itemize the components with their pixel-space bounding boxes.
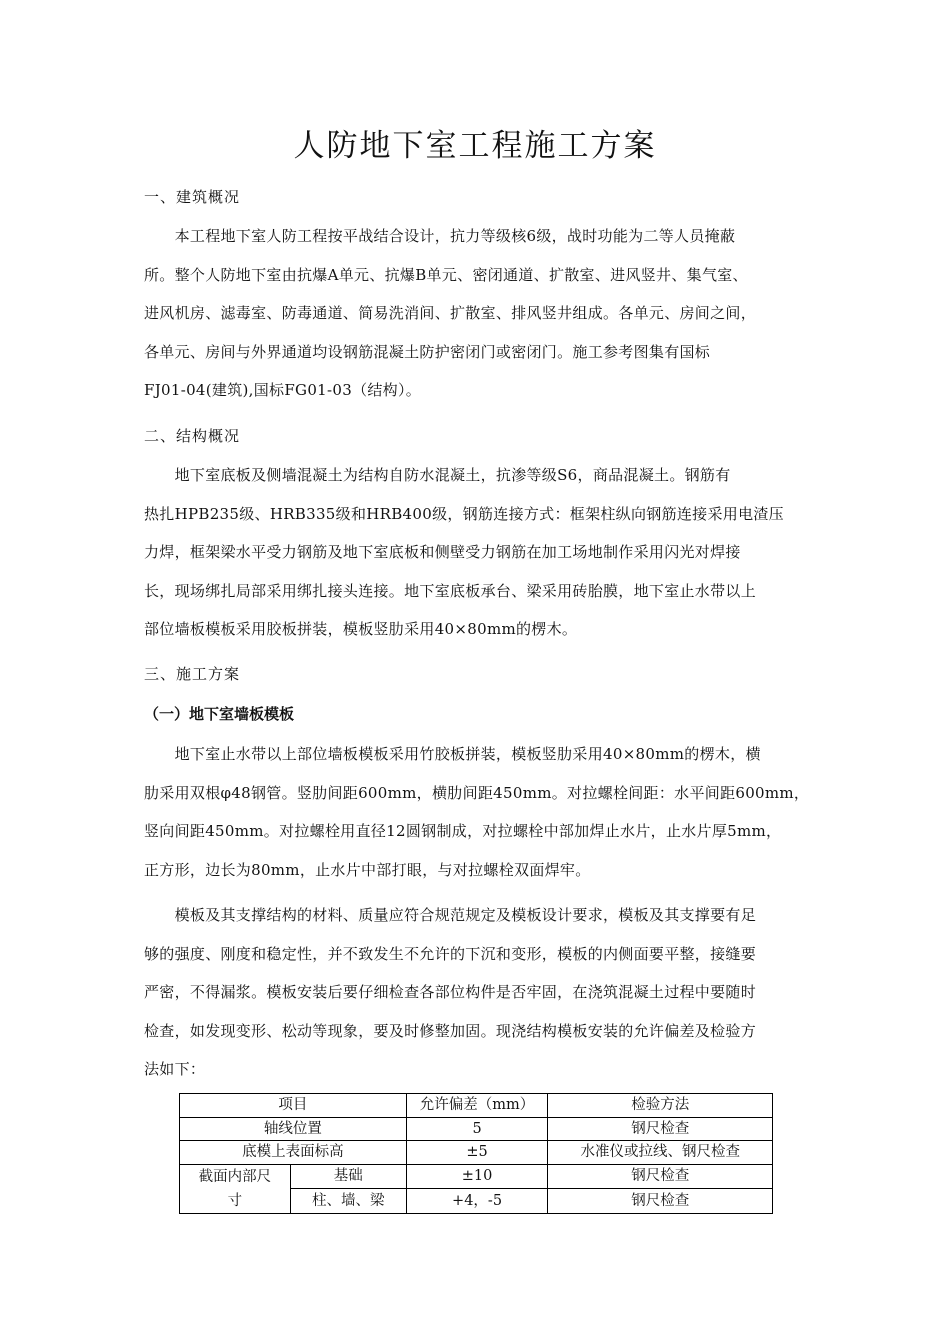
table-cell-tolerance: +4，-5 [406,1189,548,1214]
section-heading-2: 二、结构概况 [144,427,241,445]
section-heading-1: 一、建筑概况 [144,188,241,206]
section-1-paragraph [144,217,812,410]
section-heading-3: 三、施工方案 [144,665,241,683]
text-line: 够的强度、刚度和稳定性，并不致发生不允许的下沉和变形，模板的内侧面要平整，接缝要 [144,944,757,963]
text-line: 力焊，框架梁水平受力钢筋及地下室底板和侧壁受力钢筋在加工场地制作采用闪光对焊接 [144,543,741,562]
table-header-tolerance: 允许偏差（mm） [406,1094,548,1118]
text-line: 地下室止水带以上部位墙板模板采用竹胶板拼装，模板竖肋采用40×80mm的楞木，横 [144,745,761,763]
text-line: FJ01-04(建筑),国标FG01-03（结构）。 [144,381,422,400]
table-cell-method: 水准仪或拉线、钢尺检查 [548,1141,773,1165]
table-row [180,1117,773,1141]
text-line: 法如下： [144,1060,206,1079]
text-line: 热扎HPB235级、HRB335级和HRB400级，钢筋连接方式：框架柱纵向钢筋连接采用电渣压 [144,504,784,523]
text-line: 本工程地下室人防工程按平战结合设计，抗力等级核6级，战时功能为二等人员掩蔽 [144,227,736,245]
text-line: 长，现场绑扎局部采用绑扎接头连接。地下室底板承台、梁采用砖胎膜，地下室止水带以上 [144,581,757,600]
table-row [180,1141,773,1165]
table-cell-tolerance: 5 [406,1117,548,1141]
table-cell-method: 钢尺检查 [548,1117,773,1141]
page-title: 人防地下室工程施工方案 [293,128,657,164]
table-cell-item: 轴线位置 [180,1117,407,1141]
table-cell-tolerance: ±10 [406,1164,548,1189]
table-cell-method: 钢尺检查 [548,1189,773,1214]
section-3-paragraph-1 [144,735,812,889]
text-line: 各单元、房间与外界通道均设钢筋混凝土防护密闭门或密闭门。施工参考图集有国标 [144,342,711,361]
table-header-item: 项目 [180,1094,407,1118]
text-line: 进风机房、滤毒室、防毒通道、简易洗消间、扩散室、排风竖井组成。各单元、房间之间， [144,304,757,323]
table-header-method: 检验方法 [548,1094,773,1118]
table-header-row [180,1094,773,1118]
tolerance-table [179,1093,773,1214]
table-cell-group-label: 截面内部尺寸 [180,1164,291,1213]
table-cell-method: 钢尺检查 [548,1164,773,1189]
table-row [180,1164,773,1189]
table-cell-sub-item: 柱、墙、梁 [290,1189,406,1214]
text-line: 检查，如发现变形、松动等现象，要及时修整加固。现浇结构模板安装的允许偏差及检验方 [144,1021,757,1040]
text-line: 模板及其支撑结构的材料、质量应符合规范规定及模板设计要求，模板及其支撑要有足 [144,906,757,924]
text-line: 肋采用双根φ48钢管。竖肋间距600mm，横肋间距450mm。对拉螺栓间距：水平间距600mm， [144,783,810,802]
section-3-paragraph-2 [144,896,812,1089]
table-cell-item: 底模上表面标高 [180,1141,407,1165]
subsection-heading: （一）地下室墙板模板 [144,705,295,723]
table-cell-tolerance: ±5 [406,1141,548,1165]
text-line: 所。整个人防地下室由抗爆A单元、抗爆B单元、密闭通道、扩散室、进风竖井、集气室、 [144,265,748,284]
text-line: 部位墙板模板采用胶板拼装，模板竖肋采用40×80mm的楞木。 [144,620,578,639]
text-line: 严密，不得漏浆。模板安装后要仔细检查各部位构件是否牢固，在浇筑混凝土过程中要随时 [144,983,757,1002]
section-2-paragraph [144,456,812,649]
text-line: 地下室底板及侧墙混凝土为结构自防水混凝土，抗渗等级S6，商品混凝土。钢筋有 [144,466,731,484]
text-line: 竖向间距450mm。对拉螺栓用直径12圆钢制成，对拉螺栓中部加焊止水片，止水片厚5mm， [144,822,782,841]
table-cell-sub-item: 基础 [290,1164,406,1189]
text-line: 正方形，边长为80mm，止水片中部打眼，与对拉螺栓双面焊牢。 [144,860,591,879]
